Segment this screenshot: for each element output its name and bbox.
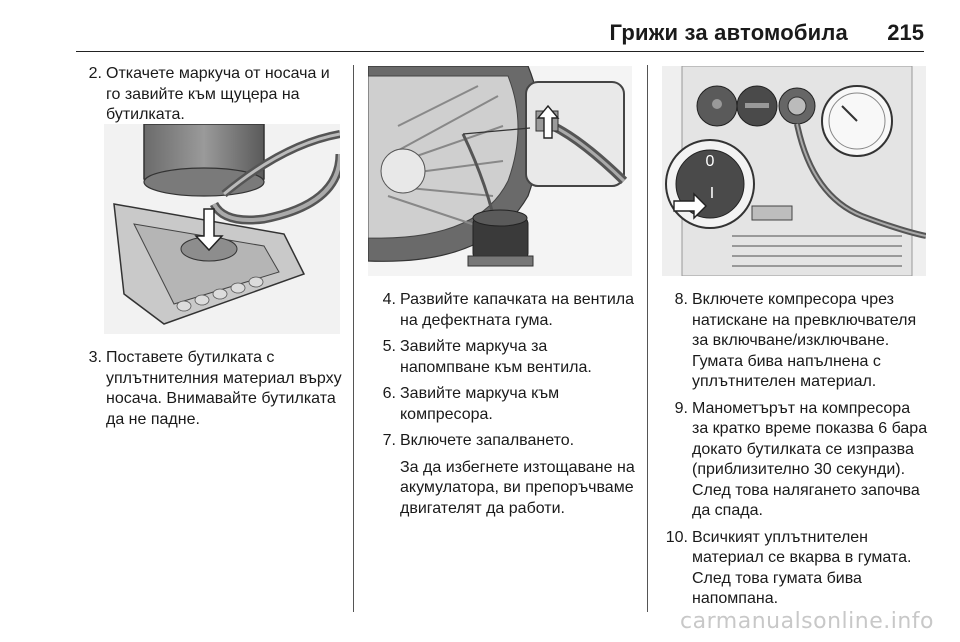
- step-text: Поставете бутилката с уплътнителния материал върху носача. Внимавайте бутилката да не падне.: [106, 349, 342, 428]
- step-text: Всичкият уплътнителен материал се вкарва в гумата. След това гумата бива напомпана.: [692, 528, 912, 607]
- step-2: [78, 64, 340, 126]
- figure-compressor-switch: [662, 66, 926, 276]
- step-4: [372, 290, 638, 331]
- step-7: [372, 431, 638, 452]
- step-number: 2.: [88, 65, 102, 82]
- step-number: 9.: [674, 399, 688, 417]
- page-number: 215: [887, 20, 924, 45]
- step-number: 4.: [382, 291, 396, 308]
- left-column: [78, 64, 340, 132]
- right-column: [664, 290, 930, 616]
- column-divider-left: [353, 65, 354, 612]
- step-5: [372, 337, 638, 378]
- middle-column: [372, 290, 638, 519]
- switch-off-label: 0: [705, 153, 715, 170]
- step-text: Манометърът на компресора за кратко време показва 6 бара докато бутилката се изпразва (приблизително 30 секунди). След това налягането започва да спада.: [692, 399, 928, 519]
- page-title: Грижи за автомобила: [609, 20, 848, 45]
- column-divider-right: [647, 65, 648, 612]
- step-number: 10.: [665, 528, 688, 546]
- step-text: Откачете маркуча от носача и го завийте към щуцера на бутилката.: [106, 65, 330, 123]
- step-text: Развийте капачката на вентила на дефектната гума.: [400, 291, 634, 329]
- switch-on-label: I: [709, 185, 715, 202]
- watermark: carmanualsonline.info: [680, 609, 934, 634]
- step-text: Завийте маркуча за напомпване към вентила.: [400, 338, 592, 376]
- step-10: [656, 528, 930, 610]
- step-number: 6.: [382, 385, 396, 402]
- step-number: 3.: [88, 349, 102, 366]
- battery-note: За да избегнете изтощаване на акумулатора, ви препоръчваме двигателят да работи.: [400, 458, 635, 517]
- left-column-lower: [78, 348, 348, 436]
- step-text: Включете запалването.: [400, 432, 575, 449]
- figure-hose-to-valve: [368, 66, 632, 276]
- step-6: [372, 384, 638, 425]
- step-9: [664, 399, 930, 522]
- step-number: 8.: [674, 291, 688, 308]
- step-3: [78, 348, 348, 430]
- step-text: Включете компресора чрез натискане на превключвателя за включване/изключване. Гумата бива напълнена с уплътнителен материал.: [692, 291, 917, 390]
- step-number: 7.: [382, 432, 396, 449]
- step-number: 5.: [382, 338, 396, 355]
- figure-bottle-on-holder: [104, 124, 340, 334]
- header-divider: [76, 51, 924, 52]
- step-text: Завийте маркуча към компресора.: [400, 385, 560, 423]
- step-8: [664, 290, 930, 393]
